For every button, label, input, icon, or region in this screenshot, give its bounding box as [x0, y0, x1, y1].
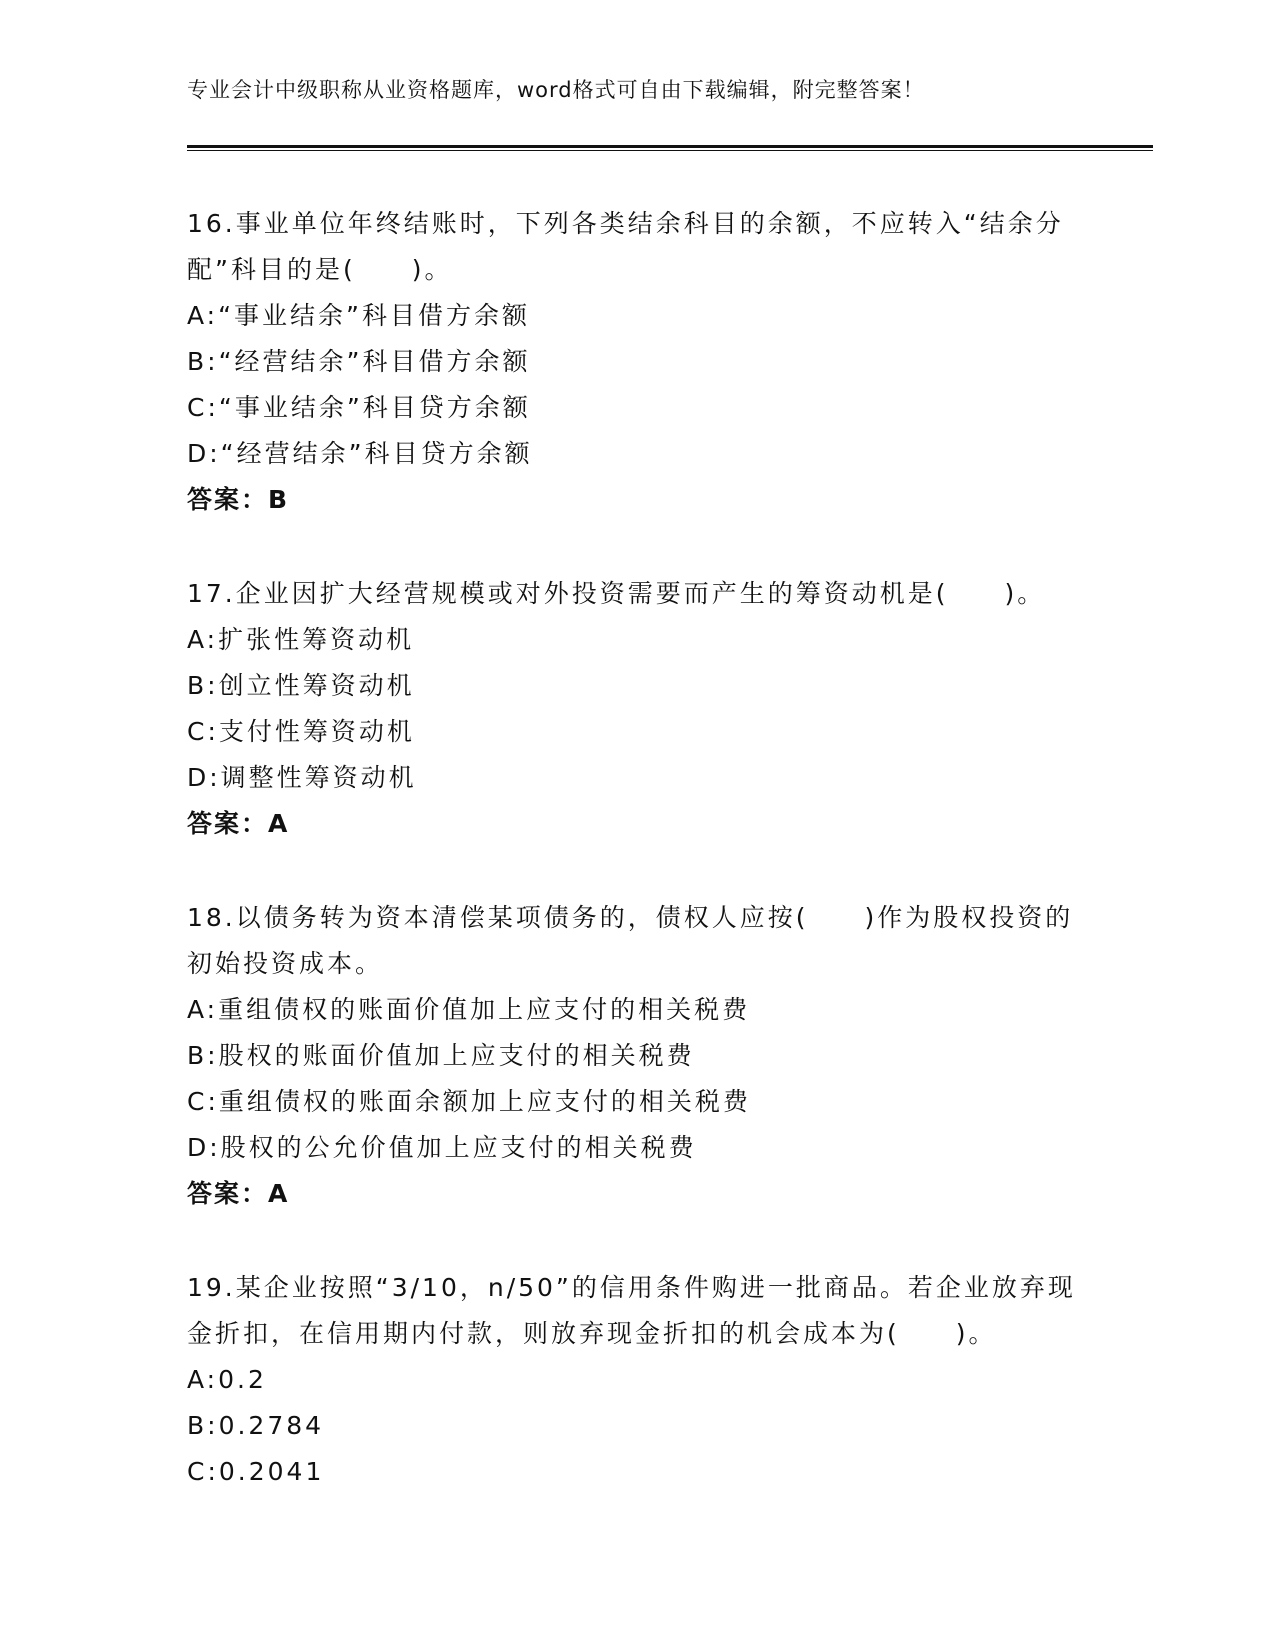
option-c: C:重组债权的账面余额加上应支付的相关税费: [187, 1087, 751, 1116]
question-17: [187, 571, 1087, 847]
option-b: B:“经营结余”科目借方余额: [187, 347, 531, 376]
question-text: 16.事业单位年终结账时，下列各类结余科目的余额，不应转入“结余分配”科目的是( )。: [187, 209, 1064, 284]
option-c: C:0.2041: [187, 1457, 325, 1486]
header-divider: [187, 145, 1153, 152]
option-a: A:“事业结余”科目借方余额: [187, 301, 530, 330]
option-d: D:调整性筹资动机: [187, 763, 417, 792]
option-c: C:“事业结余”科目贷方余额: [187, 393, 531, 422]
question-text: 17.企业因扩大经营规模或对外投资需要而产生的筹资动机是( )。: [187, 579, 1046, 608]
answer: 答案：A: [187, 1179, 290, 1208]
option-d: D:股权的公允价值加上应支付的相关税费: [187, 1133, 697, 1162]
option-a: A:重组债权的账面价值加上应支付的相关税费: [187, 995, 751, 1024]
option-c: C:支付性筹资动机: [187, 717, 415, 746]
option-b: B:创立性筹资动机: [187, 671, 415, 700]
divider-thick-line: [187, 145, 1153, 148]
option-a: A:扩张性筹资动机: [187, 625, 415, 654]
answer: 答案：B: [187, 485, 290, 514]
answer: 答案：A: [187, 809, 290, 838]
question-18: [187, 895, 1087, 1217]
question-text: 19.某企业按照“3/10，n/50”的信用条件购进一批商品。若企业放弃现金折扣，在信用期内付款，则放弃现金折扣的机会成本为( )。: [187, 1273, 1076, 1348]
option-d: D:“经营结余”科目贷方余额: [187, 439, 533, 468]
page-header: 专业会计中级职称从业资格题库，word格式可自由下载编辑，附完整答案！: [187, 78, 925, 102]
divider-thin-line: [187, 150, 1153, 151]
option-b: B:股权的账面价值加上应支付的相关税费: [187, 1041, 695, 1070]
question-text: 18.以债务转为资本清偿某项债务的，债权人应按( )作为股权投资的初始投资成本。: [187, 903, 1074, 978]
question-16: [187, 201, 1087, 523]
question-19: [187, 1265, 1087, 1495]
option-b: B:0.2784: [187, 1411, 325, 1440]
question-list: [187, 201, 1087, 1543]
option-a: A:0.2: [187, 1365, 267, 1394]
